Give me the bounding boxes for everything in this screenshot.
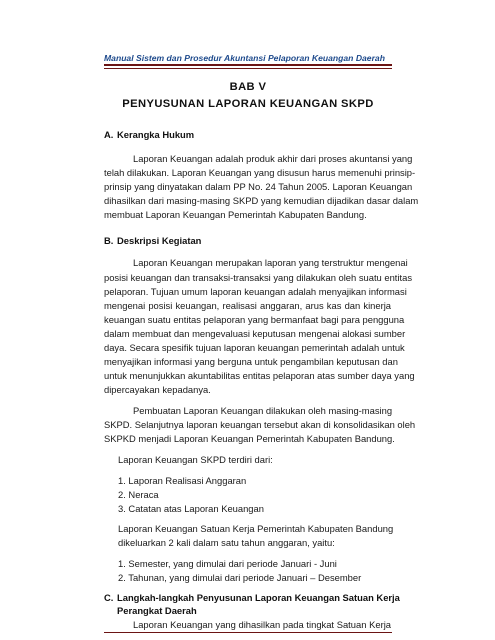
chapter-title: PENYUSUNAN LAPORAN KEUANGAN SKPD: [122, 98, 374, 110]
paragraph-line: posisi keuangan dan transaksi-transaksi yang dilakukan oleh suatu entitas: [104, 272, 413, 283]
paragraph-line: dipercayakan kepadanya.: [104, 384, 211, 395]
section-b-letter: B.: [104, 235, 114, 246]
paragraph-line: untuk menunjukkan akuntabilitas entitas pelaporan atas sumber daya yang: [104, 370, 415, 381]
paragraph-line: pelaporan. Tujuan umum laporan keuangan adalah menyajikan informasi: [104, 286, 407, 297]
list-item: 1. Laporan Realisasi Anggaran: [118, 475, 247, 486]
paragraph-line: Laporan Keuangan SKPD terdiri dari:: [118, 454, 273, 465]
paragraph-line: Laporan Keuangan Satuan Kerja Pemerintah Kabupaten Bandung: [118, 523, 394, 534]
section-c-title-line2: Perangkat Daerah: [117, 605, 197, 616]
section-a-title: Kerangka Hukum: [117, 129, 195, 140]
paragraph-line: Laporan Keuangan merupakan laporan yang terstruktur mengenai: [133, 257, 408, 268]
paragraph-line: prinsip yang dinyatakan dalam PP No. 24 Tahun 2005. Laporan Keuangan: [104, 181, 413, 192]
section-c-title-line1: Langkah-langkah Penyusunan Laporan Keuangan Satuan Kerja: [117, 592, 400, 603]
list-item: 2. Neraca: [118, 489, 159, 500]
section-b-heading: [104, 235, 394, 246]
header-title: Manual Sistem dan Prosedur Akuntansi Pelaporan Keuangan Daerah: [104, 53, 385, 63]
chapter-number: BAB V: [229, 81, 267, 93]
section-b-title: Deskripsi Kegiatan: [117, 235, 202, 246]
paragraph-line: telah dilakukan. Laporan Keuangan yang disusun harus memenuhi prinsip-: [104, 167, 416, 178]
section-a-letter: A.: [104, 129, 114, 140]
header-rule-thick: [104, 64, 392, 66]
paragraph-line: menyajikan informasi yang berguna untuk pengambilan keputusan dan: [104, 356, 398, 367]
paragraph-line: Laporan Keuangan adalah produk akhir dari proses akuntansi yang: [133, 153, 413, 164]
section-c-letter: C.: [104, 592, 114, 603]
paragraph-line: dalam membuat dan mengevaluasi keputusan mengenai alokasi sumber: [104, 328, 406, 339]
paragraph-line: dikeluarkan 2 kali dalam satu tahun anggaran, yaitu:: [118, 537, 335, 548]
paragraph-line: Pembuatan Laporan Keuangan dilakukan oleh masing-masing: [133, 405, 393, 416]
section-a-heading: [104, 129, 394, 140]
list-item: 1. Semester, yang dimulai dari periode Januari - Juni: [118, 558, 337, 569]
paragraph-line: SKPKD menjadi Laporan Keuangan Pemerintah Kabupaten Bandung.: [104, 433, 395, 444]
paragraph-line: keuangan suatu entitas pelaporan yang bermanfaat bagi para pengguna: [104, 314, 405, 325]
paragraph-line: dihasilkan dari masing-masing SKPD yang kemudian dijadikan dasar dalam: [104, 195, 419, 206]
footer-rule-thin: [104, 632, 392, 633]
list-item: 3. Catatan atas Laporan Keuangan: [118, 503, 264, 514]
header-rule-thin: [104, 68, 392, 69]
paragraph-line: Laporan Keuangan yang dihasilkan pada tingkat Satuan Kerja: [133, 619, 391, 630]
paragraph-line: mengenai posisi keuangan, realisasi anggaran, arus kas dan kinerja: [104, 300, 391, 311]
paragraph-line: SKPD. Selanjutnya laporan keuangan tersebut akan di konsolidasikan oleh: [104, 419, 416, 430]
list-item: 2. Tahunan, yang dimulai dari periode Januari – Desember: [118, 572, 362, 583]
paragraph-line: daya. Secara spesifik tujuan laporan keuangan pemerintah adalah untuk: [104, 342, 405, 353]
paragraph-line: membuat Laporan Keuangan Pemerintah Kabupaten Bandung.: [104, 209, 367, 220]
section-c-heading: [104, 592, 400, 603]
